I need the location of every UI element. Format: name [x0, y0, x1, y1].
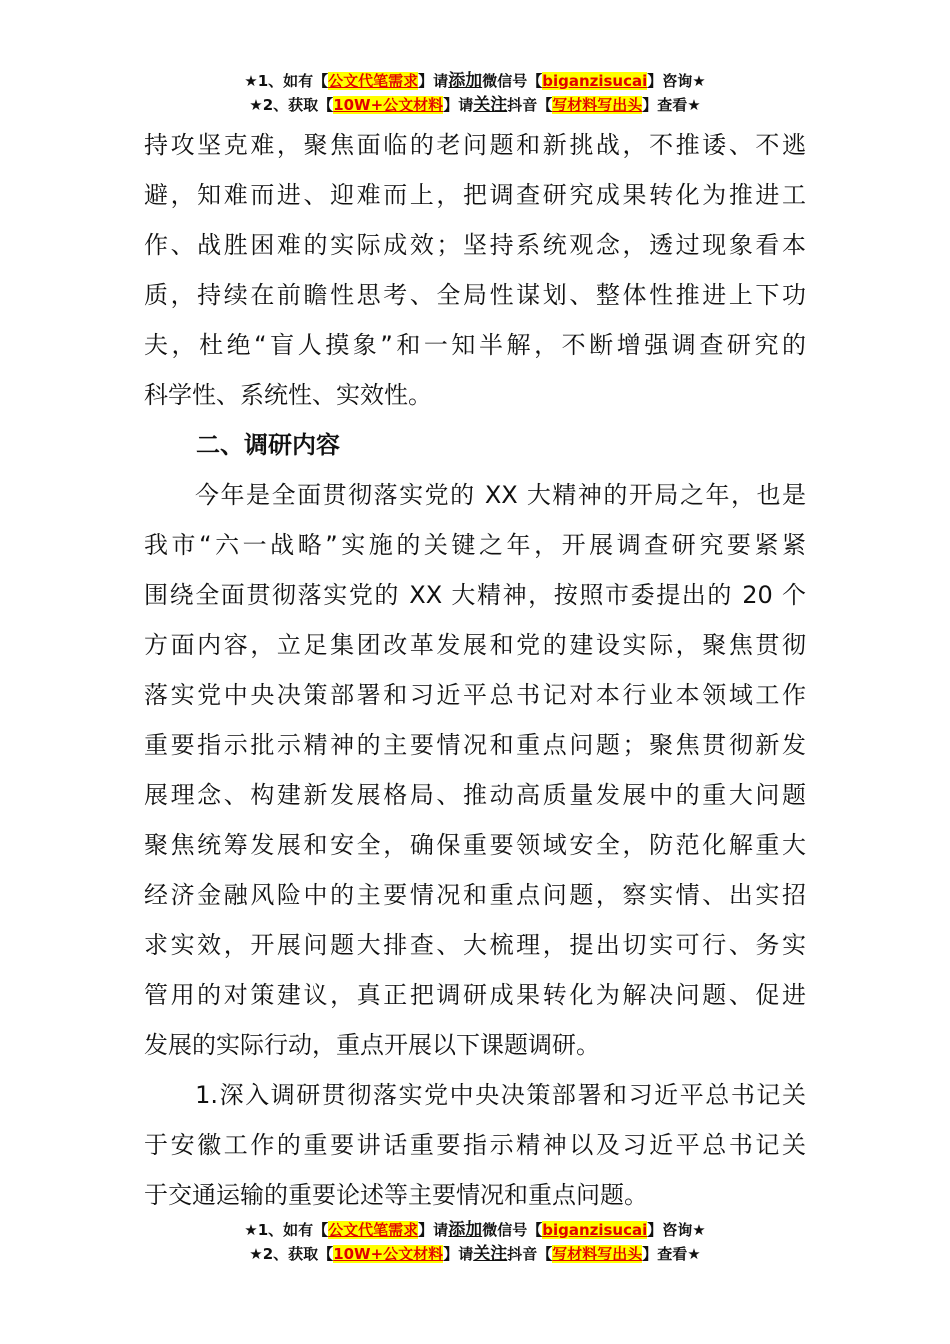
- wechat-id: biganzisucai: [542, 72, 648, 90]
- banner-line-1: [0, 69, 950, 93]
- footer-banner: [0, 1218, 950, 1266]
- highlight: 10W+公文材料: [333, 96, 444, 114]
- paragraph-line: 发展的实际行动，重点开展以下课题调研。: [144, 1031, 600, 1059]
- text: 抖音【: [507, 96, 553, 114]
- paragraph-line: 重要指示批示精神的主要情况和重点问题；聚焦贯彻新发: [144, 731, 806, 759]
- text: 微信号【: [482, 1221, 543, 1239]
- document-body: [144, 120, 806, 1220]
- douyin-id: 写材料写出头: [552, 96, 643, 114]
- text: 】查看★: [642, 1245, 701, 1263]
- text: ★1、如有【: [244, 72, 329, 90]
- highlight: 10W+公文材料: [333, 1245, 444, 1263]
- paragraph-line: 夫，杜绝“盲人摸象”和一知半解，不断增强调查研究的: [144, 331, 806, 359]
- paragraph-line: 我市“六一战略”实施的关键之年，开展调查研究要紧紧: [144, 531, 806, 559]
- banner-line-1: [0, 1218, 950, 1242]
- text: 】请: [443, 1245, 474, 1263]
- text: ★2、获取【: [249, 96, 334, 114]
- section-heading: 二、调研内容: [196, 431, 340, 459]
- text: ★2、获取【: [249, 1245, 334, 1263]
- header-banner: [0, 69, 950, 117]
- text: 微信号【: [482, 72, 543, 90]
- highlight: 公文代笔需求: [328, 1221, 419, 1239]
- paragraph-line: 经济金融风险中的主要情况和重点问题，察实情、出实招: [144, 881, 806, 909]
- paragraph-line: 质，持续在前瞻性思考、全局性谋划、整体性推进上下功: [144, 281, 806, 309]
- text: 】请: [418, 72, 449, 90]
- paragraph-line: 管用的对策建议，真正把调研成果转化为解决问题、促进: [144, 981, 806, 1009]
- banner-line-2: [0, 1242, 950, 1266]
- text: 抖音【: [507, 1245, 553, 1263]
- douyin-id: 写材料写出头: [552, 1245, 643, 1263]
- text: 】咨询★: [647, 72, 706, 90]
- emphasis: 关注: [473, 1244, 508, 1264]
- paragraph-line: 落实党中央决策部署和习近平总书记对本行业本领域工作: [144, 681, 806, 709]
- paragraph-line: 避，知难而进、迎难而上，把调查研究成果转化为推进工: [144, 181, 806, 209]
- paragraph-line: 展理念、构建新发展格局、推动高质量发展中的重大问题: [144, 781, 806, 809]
- paragraph-line: 于交通运输的重要论述等主要情况和重点问题。: [144, 1181, 648, 1209]
- paragraph-line: 方面内容，立足集团改革发展和党的建设实际，聚焦贯彻: [144, 631, 806, 659]
- paragraph-line: 聚焦统筹发展和安全，确保重要领域安全，防范化解重大: [144, 831, 806, 859]
- paragraph-line: 于安徽工作的重要讲话重要指示精神以及习近平总书记关: [144, 1131, 806, 1159]
- text: 】咨询★: [647, 1221, 706, 1239]
- paragraph-line: 持攻坚克难，聚焦面临的老问题和新挑战，不推诿、不逃: [144, 131, 806, 159]
- banner-line-2: [0, 93, 950, 117]
- text: ★1、如有【: [244, 1221, 329, 1239]
- paragraph-line: 作、战胜困难的实际成效；坚持系统观念，透过现象看本: [144, 231, 806, 259]
- paragraph-line: 今年是全面贯彻落实党的 XX 大精神的开局之年，也是: [144, 481, 806, 509]
- paragraph-line: 科学性、系统性、实效性。: [144, 381, 432, 409]
- text: 】请: [443, 96, 474, 114]
- paragraph-line: 求实效，开展问题大排查、大梳理，提出切实可行、务实: [144, 931, 806, 959]
- paragraph-line: 1.深入调研贯彻落实党中央决策部署和习近平总书记关: [144, 1081, 806, 1109]
- wechat-id: biganzisucai: [542, 1221, 648, 1239]
- text: 】查看★: [642, 96, 701, 114]
- text: 】请: [418, 1221, 449, 1239]
- highlight: 公文代笔需求: [328, 72, 419, 90]
- paragraph-line: 围绕全面贯彻落实党的 XX 大精神，按照市委提出的 20 个: [144, 581, 806, 609]
- emphasis: 添加: [448, 71, 483, 91]
- emphasis: 添加: [448, 1220, 483, 1240]
- emphasis: 关注: [473, 95, 508, 115]
